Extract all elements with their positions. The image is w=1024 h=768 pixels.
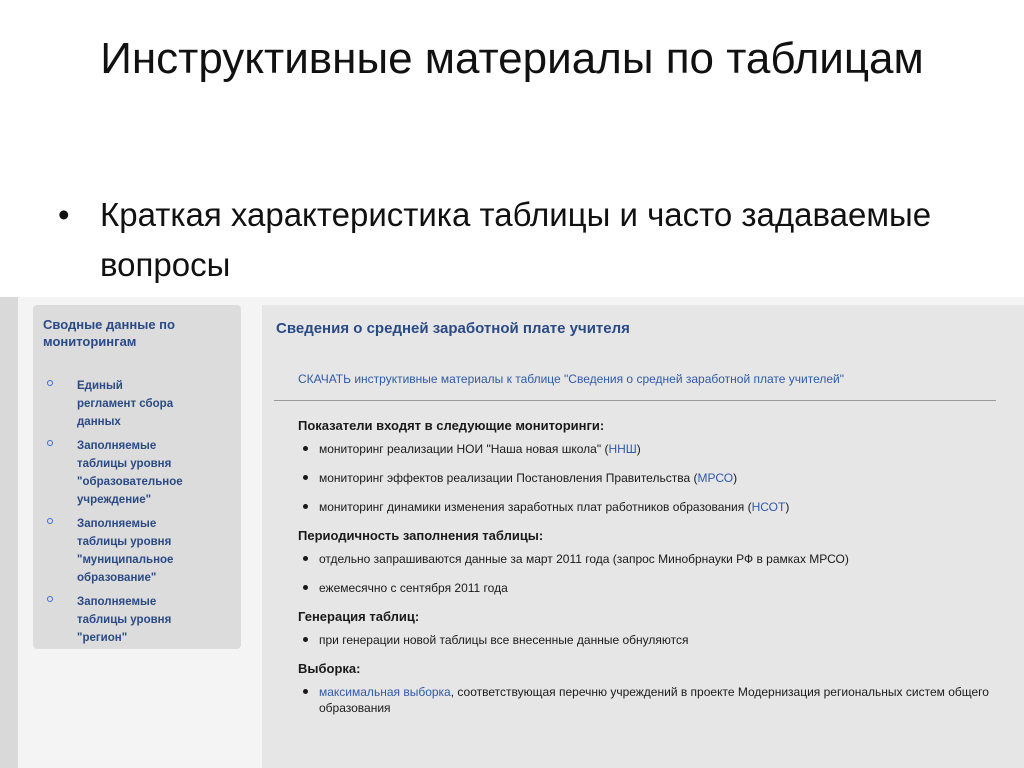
main-panel <box>262 305 1024 768</box>
left-edge-strip <box>0 297 18 768</box>
slide-bullet <box>58 190 958 290</box>
divider <box>274 400 996 401</box>
embedded-screenshot <box>0 297 1024 768</box>
download-link[interactable]: СКАЧАТЬ инструктивные материалы к таблице "Сведения о средней заработной плате учителей" <box>298 372 845 386</box>
mrso-link[interactable]: МРСО <box>697 471 734 485</box>
sidebar-item-label[interactable]: Заполняемые таблицы уровня "муниципальное образование" <box>77 518 174 584</box>
disc-bullet-icon <box>303 504 308 509</box>
disc-bullet-icon <box>303 446 308 451</box>
max-sample-link[interactable]: максимальная выборка <box>319 685 451 699</box>
sidebar-list <box>45 377 235 653</box>
monitorings-list <box>298 441 998 515</box>
ring-bullet-icon <box>47 596 53 602</box>
list-item-text: при генерации новой таблицы все внесенные данные обнуляются <box>319 633 689 647</box>
slide-title: Инструктивные материалы по таблицам <box>100 34 924 83</box>
periodicity-list <box>298 551 998 596</box>
list-item-text: мониторинг эффектов реализации Постановления Правительства ( <box>319 471 698 485</box>
list-item <box>298 470 998 486</box>
list-item-text: мониторинг реализации НОИ "Наша новая школа" ( <box>319 442 609 456</box>
bullet-dot-icon: • <box>58 196 70 233</box>
section-heading-sample: Выборка: <box>298 661 361 676</box>
list-item-text: отдельно запрашиваются данные за март 2011 года (запрос Минобрнауки РФ в рамках МРСО) <box>319 552 849 566</box>
list-item <box>298 580 998 596</box>
sidebar-item-region[interactable] <box>45 593 235 647</box>
sidebar-item-label[interactable]: Единый регламент сбора данных <box>77 380 174 428</box>
disc-bullet-icon <box>303 689 308 694</box>
section-heading-generation: Генерация таблиц: <box>298 609 420 624</box>
nnsh-link[interactable]: ННШ <box>608 442 637 456</box>
generation-list <box>298 632 998 648</box>
section-heading-monitorings <box>298 418 998 434</box>
section-heading-periodicity: Периодичность заполнения таблицы: <box>298 528 544 543</box>
sidebar <box>33 305 241 649</box>
disc-bullet-icon <box>303 585 308 590</box>
ring-bullet-icon <box>47 380 53 386</box>
sidebar-title[interactable]: Сводные данные по мониторингам <box>43 317 175 349</box>
sidebar-item-reglament[interactable] <box>45 377 235 431</box>
list-item <box>298 632 998 648</box>
sidebar-item-municipality[interactable] <box>45 515 235 587</box>
page-title: Сведения о средней заработной плате учителя <box>276 320 630 337</box>
nsot-link[interactable]: НСОТ <box>751 500 786 514</box>
disc-bullet-icon <box>303 475 308 480</box>
disc-bullet-icon <box>303 637 308 642</box>
sidebar-item-label[interactable]: Заполняемые таблицы уровня "регион" <box>77 596 172 644</box>
list-item-suffix: ) <box>785 500 790 514</box>
slide-bullet-text: Краткая характеристика таблицы и часто задаваемые вопросы <box>100 196 932 283</box>
section-heading-text: Показатели входят в следующие мониторинги <box>298 418 600 433</box>
main-content <box>298 418 998 729</box>
sidebar-item-label[interactable]: Заполняемые таблицы уровня "образовательное учреждение" <box>77 440 183 506</box>
list-item-suffix: ) <box>636 442 641 456</box>
disc-bullet-icon <box>303 556 308 561</box>
list-item <box>298 499 998 515</box>
sidebar-item-institution[interactable] <box>45 437 235 509</box>
sample-list <box>298 684 998 716</box>
list-item <box>298 551 998 567</box>
list-item-text: , соответствующая перечню учреждений в проекте Модернизация региональных систем общего образования <box>319 685 989 715</box>
list-item-text: мониторинг динамики изменения заработных плат работников образования ( <box>319 500 752 514</box>
list-item <box>298 441 998 457</box>
list-item-text: ежемесячно с сентября 2011 года <box>319 581 508 595</box>
list-item <box>298 684 998 716</box>
list-item-suffix: ) <box>733 471 738 485</box>
section-heading-suffix: : <box>599 418 605 433</box>
ring-bullet-icon <box>47 440 53 446</box>
ring-bullet-icon <box>47 518 53 524</box>
